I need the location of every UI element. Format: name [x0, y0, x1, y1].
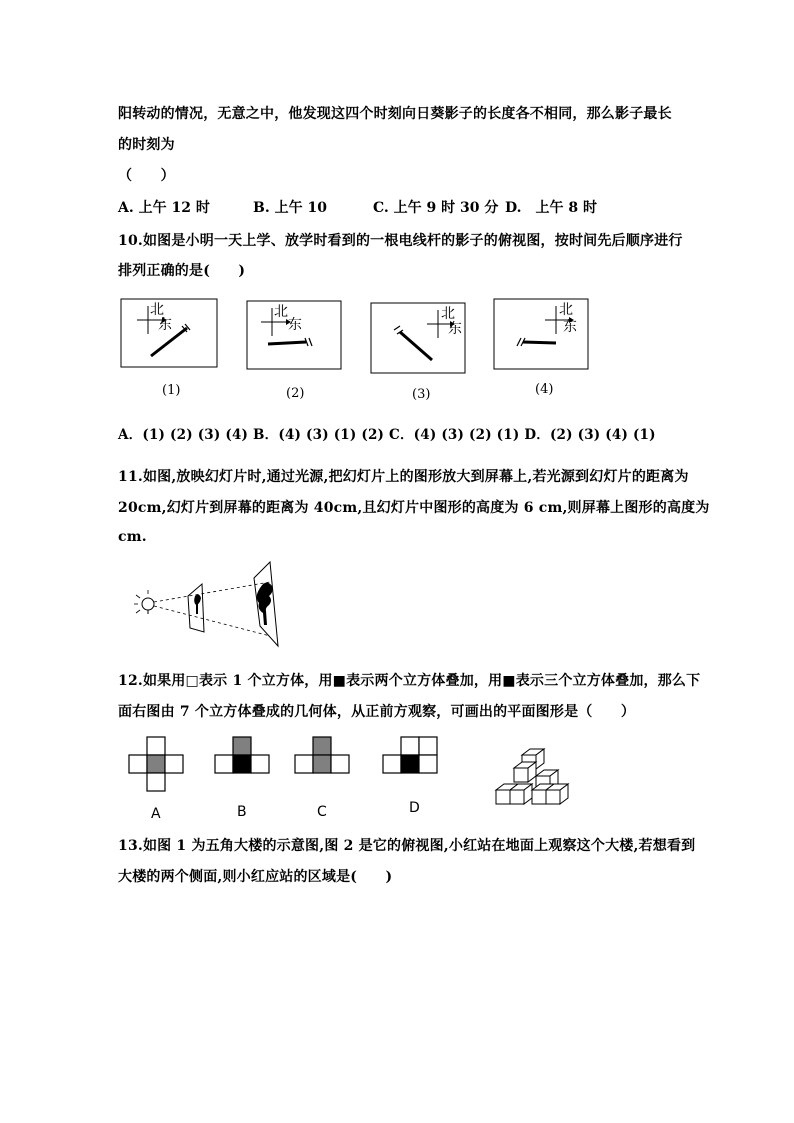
q12-line1: 12.如果用□表示 1 个立方体，用■表示两个立方体叠加，用■表示三个立方体叠加，那么下 [118, 673, 701, 689]
q10-figure-1 [120, 298, 220, 408]
q10-options: A．(1) (2) (3) (4) B．(4) (3) (1) (2) C．(4) (3) (2) (1) D．(2) (3) (4) (1) [118, 427, 656, 443]
q12-cube-stack-figure [492, 746, 574, 814]
q10-figure-4 [493, 298, 593, 408]
east-label: 东 [288, 317, 302, 333]
figure-caption: (1) [162, 383, 181, 398]
q13-line1: 13.如图 1 为五角大楼的示意图,图 2 是它的俯视图,小红站在地面上观察这个大楼,若想看到 [118, 838, 696, 854]
north-label: 北 [559, 302, 573, 318]
q11-projector-figure [132, 560, 292, 650]
north-label: 北 [150, 302, 164, 318]
option-label: C [317, 804, 327, 820]
q9-line2: 的时刻为 [118, 137, 175, 153]
q12-option-d-figure [382, 736, 444, 822]
q12-option-c-figure [294, 736, 356, 822]
pole-shadow [523, 342, 556, 343]
q9-line1: 阳转动的情况，无意之中，他发现这四个时刻向日葵影子的长度各不相同，那么影子最长 [118, 106, 672, 122]
figure-caption: (3) [412, 387, 431, 402]
slide-figure [194, 594, 201, 614]
q10-figure-3 [370, 302, 470, 412]
q9-option-a: A. 上午 12 时 [118, 200, 210, 216]
q12-line2: 面右图由 7 个立方体叠成的几何体，从正前方观察，可画出的平面图形是（ ） [118, 704, 636, 720]
figure-caption: (2) [286, 386, 305, 401]
q13-line2: 大楼的两个侧面,则小红应站的区域是( ) [118, 869, 393, 885]
east-label: 东 [448, 321, 462, 337]
option-label: D [409, 800, 420, 816]
pole-shadow [268, 342, 306, 344]
north-label: 北 [274, 304, 288, 320]
north-label: 北 [441, 306, 455, 322]
q10-line1: 10.如图是小明一天上学、放学时看到的一根电线杆的影子的俯视图，按时间先后顺序进行 [118, 233, 683, 249]
option-label: B [237, 804, 247, 820]
pole-shadow [400, 332, 432, 360]
option-label: A [151, 806, 161, 822]
q9-option-c: C. 上午 9 时 30 分 [373, 200, 499, 216]
q10-figure-2 [246, 300, 346, 410]
figure-caption: (4) [535, 382, 554, 397]
light-bulb-icon [134, 590, 154, 614]
q12-option-a-figure [128, 736, 190, 822]
q10-line2: 排列正确的是( ) [118, 263, 246, 279]
q12-option-b-figure [214, 736, 276, 822]
q11-line1: 11.如图,放映幻灯片时,通过光源,把幻灯片上的图形放大到屏幕上,若光源到幻灯片的距离为 [118, 469, 689, 485]
q9-answer-paren: （ ） [118, 168, 175, 184]
q9-option-b: B. 上午 10 [253, 200, 327, 216]
q9-option-d: D. 上午 8 时 [505, 200, 598, 216]
east-label: 东 [158, 317, 172, 333]
q11-line3: cm. [118, 529, 147, 545]
q11-line2: 20cm,幻灯片到屏幕的距离为 40cm,且幻灯片中图形的高度为 6 cm,则屏幕上图形的高度为 [118, 500, 710, 516]
east-label: 东 [563, 319, 577, 335]
